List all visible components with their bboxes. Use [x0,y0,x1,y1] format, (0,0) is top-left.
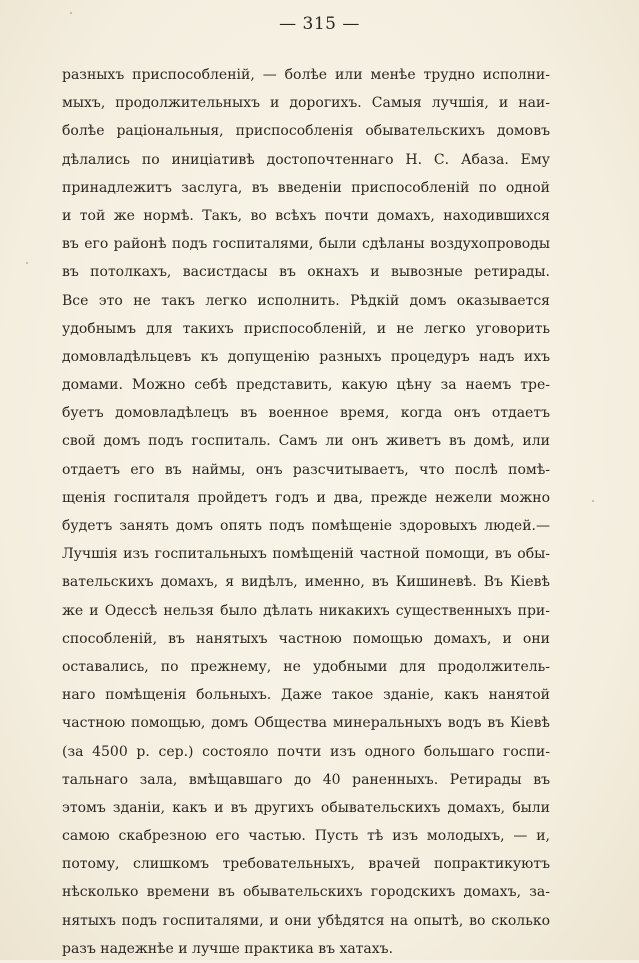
text-line: этомъ зданіи, какъ и въ другихъ обывательскихъ домахъ, были [62,799,550,816]
text-line: Все это не такъ легко исполнить. Рѣдкій домъ оказывается [62,292,550,309]
text-line: домами. Можно себѣ представить, какую цѣну за наемъ тре- [62,377,550,394]
text-line: въ его районѣ подъ госпиталями, были сдѣланы воздухопроводы [62,236,550,253]
text-line: (за 4500 р. сер.) состояло почти изъ одного большаго госпи- [62,743,550,760]
text-line: будетъ занять домъ опять подъ помѣщеніе здоровыхъ людей.— [62,518,550,534]
text-line: нятыхъ подъ госпиталями, и они убѣдятся на опытѣ, во сколько [62,912,550,929]
text-line: буетъ домовладѣлецъ въ военное время, когда онъ отдаетъ [62,405,550,422]
body-text [62,61,550,963]
text-line: тальнаго зала, вмѣщавшаго до 40 раненныхъ. Ретирады въ [62,771,550,788]
page-number: — 315 — [279,14,360,34]
text-line: щенія госпиталя пройдетъ годъ и два, прежде нежели можно [62,489,550,506]
text-line: способленій, въ нанятыхъ частною помощью домахъ, и они [62,630,550,647]
paper-speck [592,500,594,502]
text-line: вательскихъ домахъ, я видѣлъ, именно, въ Кишиневѣ. Въ Кіевѣ [62,574,550,591]
text-line: нѣсколько времени въ обывательскихъ городскихъ домахъ, за- [62,884,550,901]
text-line: въ потолкахъ, васистдасы въ окнахъ и вывозные ретирады. [62,264,550,281]
text-line: дѣлались по иниціативѣ достопочтеннаго Н. С. Абаза. Ему [62,151,550,168]
text-line: принадлежитъ заслуга, въ введеніи приспособленій по одной [62,179,550,196]
text-line: самою скабрезною его частью. Пусть тѣ изъ молодыхъ, — и, [62,828,550,845]
text-line: свой домъ подъ госпиталь. Самъ ли онъ живетъ въ домѣ, или [62,433,550,450]
text-line: оставались, по прежнему, не удобными для продолжитель- [62,658,550,675]
text-line: болѣе раціональныя, приспособленія обывательскихъ домовъ [62,123,550,140]
text-line-last: разъ надежнѣе и лучше практика въ хатахъ. [62,940,394,957]
text-line: домовладѣльцевъ къ допущенію разныхъ процедуръ надъ ихъ [62,348,550,365]
text-line: мыхъ, продолжительныхъ и дорогихъ. Самыя лучшія, и наи- [62,95,550,112]
text-line: удобнымъ для такихъ приспособленій, и не легко уговорить [62,320,550,337]
text-line: отдаетъ его въ наймы, онъ разсчитываетъ, что послѣ помѣ- [62,461,550,478]
text-line: частною помощью, домъ Общества минеральныхъ водъ въ Кіевѣ [62,715,550,732]
text-line: разныхъ приспособленій, — болѣе или менѣе трудно исполни- [62,67,550,83]
text-line: же и Одессѣ нельзя было дѣлать никакихъ существенныхъ при- [62,602,550,619]
text-line: Лучшія изъ госпитальныхъ помѣщеній частной помощи, въ обы- [62,546,550,563]
text-line: наго помѣщенія больныхъ. Даже такое зданіе, какъ нанятой [62,687,550,704]
paper-speck [26,262,28,264]
text-line: потому, слишкомъ требовательныхъ, врачей попрактикуютъ [62,856,550,873]
text-line: и той же нормѣ. Такъ, во всѣхъ почти домахъ, находившихся [62,207,550,224]
